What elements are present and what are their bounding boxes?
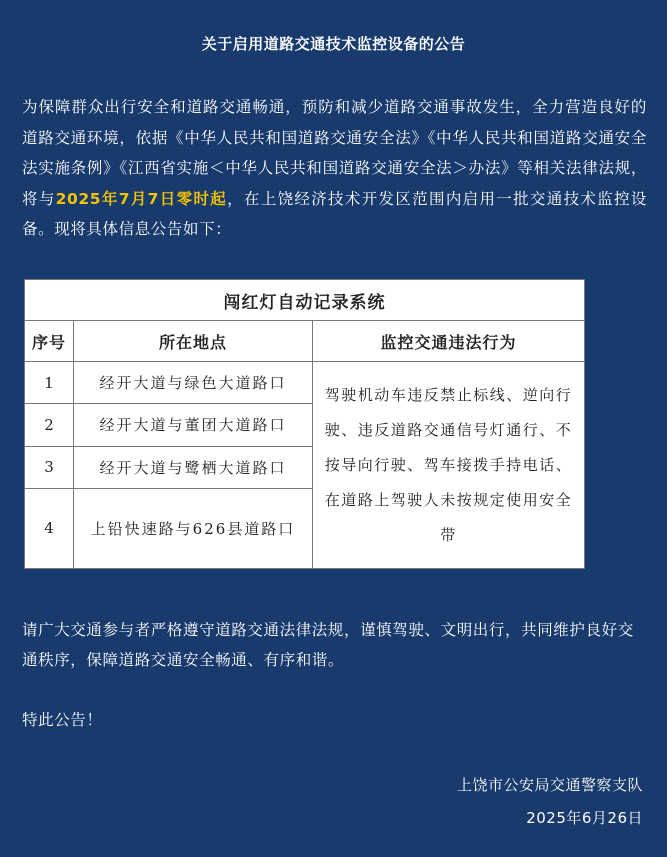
intro-paragraph — [22, 92, 647, 245]
row-location: 上铅快速路与626县道路口 — [74, 488, 313, 568]
violation-behaviors: 驾驶机动车违反禁止标线、逆向行驶、违反道路交通信号灯通行、不按导向行驶、驾车接拨手持电话、在道路上驾驶人未按规定使用安全带 — [313, 362, 585, 569]
special-notice: 特此公告！ — [22, 711, 103, 729]
intro-text-after: ，在上饶经济技术开发区范围内启用一批交通技术监控设备。现将具体信息公告如下： — [22, 189, 647, 238]
table-row — [25, 362, 585, 404]
header-location: 所在地点 — [74, 321, 313, 362]
row-location: 经开大道与绿色大道路口 — [74, 362, 313, 404]
issuer-signature: 上饶市公安局交通警察支队 — [456, 776, 643, 794]
device-table-container — [24, 279, 584, 569]
row-location: 经开大道与鹭栖大道路口 — [74, 446, 313, 488]
row-number: 1 — [25, 362, 74, 404]
row-location: 经开大道与董团大道路口 — [74, 404, 313, 446]
row-number: 3 — [25, 446, 74, 488]
row-number: 4 — [25, 488, 74, 568]
issue-date: 2025年6月26日 — [526, 809, 643, 827]
closing-paragraph: 请广大交通参与者严格遵守道路交通法律法规，谨慎驾驶、文明出行，共同维护良好交通秩序，保障道路交通安全畅通、有序和谐。 — [22, 621, 634, 669]
row-number: 2 — [25, 404, 74, 446]
device-table — [24, 279, 585, 569]
notice-title: 关于启用道路交通技术监控设备的公告 — [201, 35, 466, 53]
header-behavior: 监控交通违法行为 — [313, 321, 585, 362]
table-caption: 闯红灯自动记录系统 — [25, 280, 585, 321]
intro-text-before: 为保障群众出行安全和道路交通畅通，预防和减少道路交通事故发生，全力营造良好的道路交通环境，依据《中华人民共和国道路交通安全法》《中华人民共和国道路交通安全法实施条例》《江西省实施＜中华人民共和国道路交通安全法＞办法》等相关法律法规，将与 — [22, 98, 647, 208]
header-number: 序号 — [25, 321, 74, 362]
effective-date-highlight: 2025年7月7日零时起 — [55, 189, 228, 208]
